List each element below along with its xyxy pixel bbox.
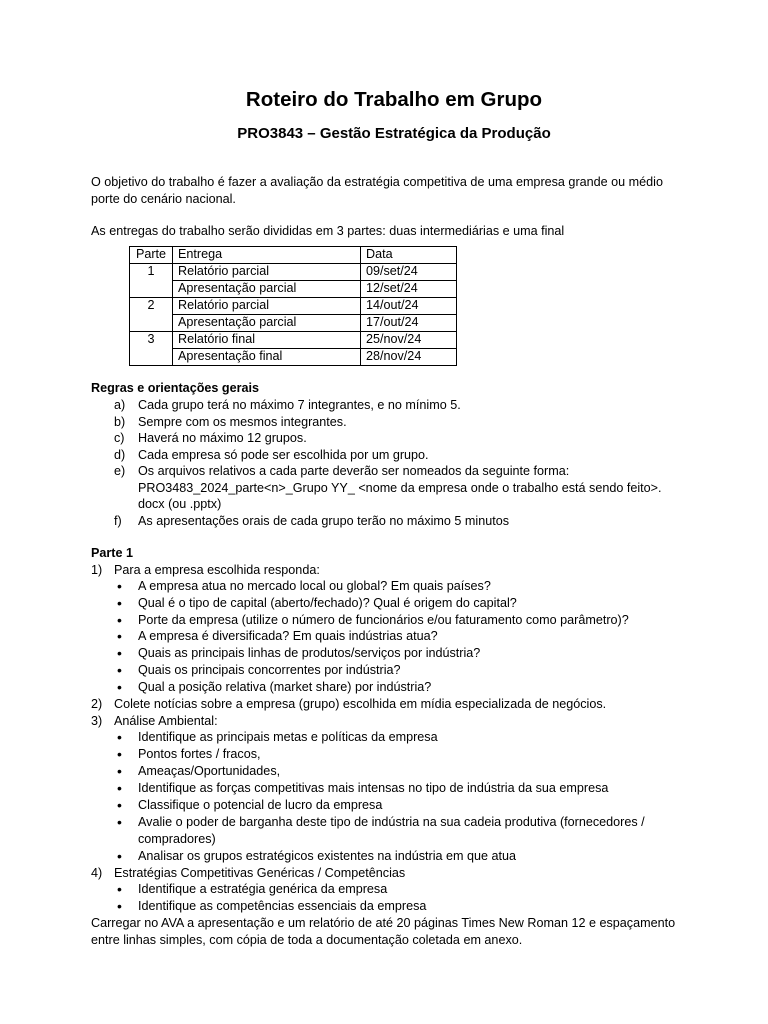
list-marker: 3)	[91, 714, 103, 728]
list-item: Qual é o tipo de capital (aberto/fechado)? Qual é origem do capital?	[138, 596, 517, 610]
table-cell-date: 14/out/24	[361, 298, 457, 315]
list-item: Para a empresa escolhida responda:	[114, 563, 320, 577]
table-cell-date: 17/out/24	[361, 315, 457, 332]
bullet-icon: •	[117, 746, 122, 762]
table-cell-part: 2	[130, 298, 173, 315]
table-cell-date: 28/nov/24	[361, 349, 457, 366]
list-marker: d)	[114, 448, 126, 462]
delivery-schedule-table	[129, 246, 457, 366]
table-header-delivery: Entrega	[173, 247, 361, 264]
list-item-continuation: compradores)	[138, 832, 216, 846]
bullet-icon: •	[117, 848, 122, 864]
list-item: Identifique a estratégia genérica da empresa	[138, 882, 388, 896]
list-item: Análise Ambiental:	[114, 714, 218, 728]
table-cell-part	[130, 349, 173, 366]
part1-heading: Parte 1	[91, 546, 134, 560]
table-row	[130, 264, 457, 281]
list-item: Avalie o poder de barganha deste tipo de indústria na sua cadeia produtiva (fornecedores /	[138, 815, 645, 829]
list-item: Quais as principais linhas de produtos/serviços por indústria?	[138, 646, 481, 660]
list-item: Qual a posição relativa (market share) por indústria?	[138, 680, 432, 694]
table-cell-delivery: Apresentação final	[173, 349, 361, 366]
intro-text-line-2: porte do cenário nacional.	[91, 192, 236, 206]
list-item: Pontos fortes / fracos,	[138, 747, 261, 761]
list-item: Cada grupo terá no máximo 7 integrantes, e no mínimo 5.	[138, 398, 461, 412]
table-cell-date: 09/set/24	[361, 264, 457, 281]
bullet-icon: •	[117, 628, 122, 644]
table-cell-delivery: Apresentação parcial	[173, 315, 361, 332]
bullet-icon: •	[117, 645, 122, 661]
table-cell-part	[130, 315, 173, 332]
intro-text-line-1: O objetivo do trabalho é fazer a avaliação da estratégia competitiva de uma empresa grande ou médio	[91, 175, 663, 189]
table-row	[130, 349, 457, 366]
bullet-icon: •	[117, 729, 122, 745]
list-marker: 4)	[91, 866, 103, 880]
list-item-continuation: PRO3483_2024_parte<n>_Grupo YY_ <nome da empresa onde o trabalho está sendo feito>.	[138, 481, 662, 495]
list-marker: e)	[114, 464, 126, 478]
bullet-icon: •	[117, 780, 122, 796]
table-header-part: Parte	[130, 247, 173, 264]
bullet-icon: •	[117, 881, 122, 897]
list-item: A empresa atua no mercado local ou global? Em quais países?	[138, 579, 491, 593]
bullet-icon: •	[117, 814, 122, 830]
table-row	[130, 298, 457, 315]
list-item: Identifique as principais metas e políticas da empresa	[138, 730, 438, 744]
table-row	[130, 332, 457, 349]
list-item: Os arquivos relativos a cada parte deverão ser nomeados da seguinte forma:	[138, 464, 570, 478]
table-cell-part: 3	[130, 332, 173, 349]
table-cell-delivery: Relatório parcial	[173, 264, 361, 281]
list-item: Classifique o potencial de lucro da empresa	[138, 798, 383, 812]
document-title: Roteiro do Trabalho em Grupo	[245, 88, 543, 111]
bullet-icon: •	[117, 679, 122, 695]
deliveries-intro: As entregas do trabalho serão divididas em 3 partes: duas intermediárias e uma final	[91, 224, 565, 238]
bullet-icon: •	[117, 612, 122, 628]
list-item: Identifique as competências essenciais da empresa	[138, 899, 427, 913]
list-item: Cada empresa só pode ser escolhida por um grupo.	[138, 448, 429, 462]
table-cell-part: 1	[130, 264, 173, 281]
table-cell-date: 12/set/24	[361, 281, 457, 298]
list-item: Porte da empresa (utilize o número de funcionários e/ou faturamento como parâmetro)?	[138, 613, 629, 627]
list-marker: b)	[114, 415, 126, 429]
list-item: A empresa é diversificada? Em quais indústrias atua?	[138, 629, 438, 643]
list-item: Identifique as forças competitivas mais intensas no tipo de indústria da sua empresa	[138, 781, 609, 795]
table-cell-date: 25/nov/24	[361, 332, 457, 349]
closing-text-line-1: Carregar no AVA a apresentação e um relatório de até 20 páginas Times New Roman 12 e espaçamento	[91, 916, 676, 930]
list-item: Colete notícias sobre a empresa (grupo) escolhida em mídia especializada de negócios.	[114, 697, 607, 711]
list-item-continuation: docx (ou .pptx)	[138, 497, 222, 511]
bullet-icon: •	[117, 595, 122, 611]
list-item: Quais os principais concorrentes por indústria?	[138, 663, 401, 677]
table-cell-delivery: Relatório parcial	[173, 298, 361, 315]
bullet-icon: •	[117, 763, 122, 779]
rules-heading: Regras e orientações gerais	[91, 381, 259, 395]
bullet-icon: •	[117, 797, 122, 813]
list-marker: 2)	[91, 697, 103, 711]
list-item: As apresentações orais de cada grupo terão no máximo 5 minutos	[138, 514, 510, 528]
document-subtitle: PRO3843 – Gestão Estratégica da Produção	[237, 125, 551, 142]
table-cell-delivery: Apresentação parcial	[173, 281, 361, 298]
list-marker: a)	[114, 398, 126, 412]
table-cell-part	[130, 281, 173, 298]
table-row	[130, 281, 457, 298]
list-marker: f)	[114, 514, 122, 528]
table-header-date: Data	[361, 247, 457, 264]
table-row	[130, 315, 457, 332]
list-item: Ameaças/Oportunidades,	[138, 764, 281, 778]
list-item: Estratégias Competitivas Genéricas / Competências	[114, 866, 406, 880]
list-marker: c)	[114, 431, 125, 445]
list-item: Haverá no máximo 12 grupos.	[138, 431, 307, 445]
table-cell-delivery: Relatório final	[173, 332, 361, 349]
bullet-icon: •	[117, 662, 122, 678]
list-marker: 1)	[91, 563, 103, 577]
list-item: Analisar os grupos estratégicos existentes na indústria em que atua	[138, 849, 517, 863]
bullet-icon: •	[117, 898, 122, 914]
bullet-icon: •	[117, 578, 122, 594]
list-item: Sempre com os mesmos integrantes.	[138, 415, 347, 429]
table-header-row	[130, 247, 457, 264]
closing-text-line-2: entre linhas simples, com cópia de toda a documentação coletada em anexo.	[91, 933, 523, 947]
